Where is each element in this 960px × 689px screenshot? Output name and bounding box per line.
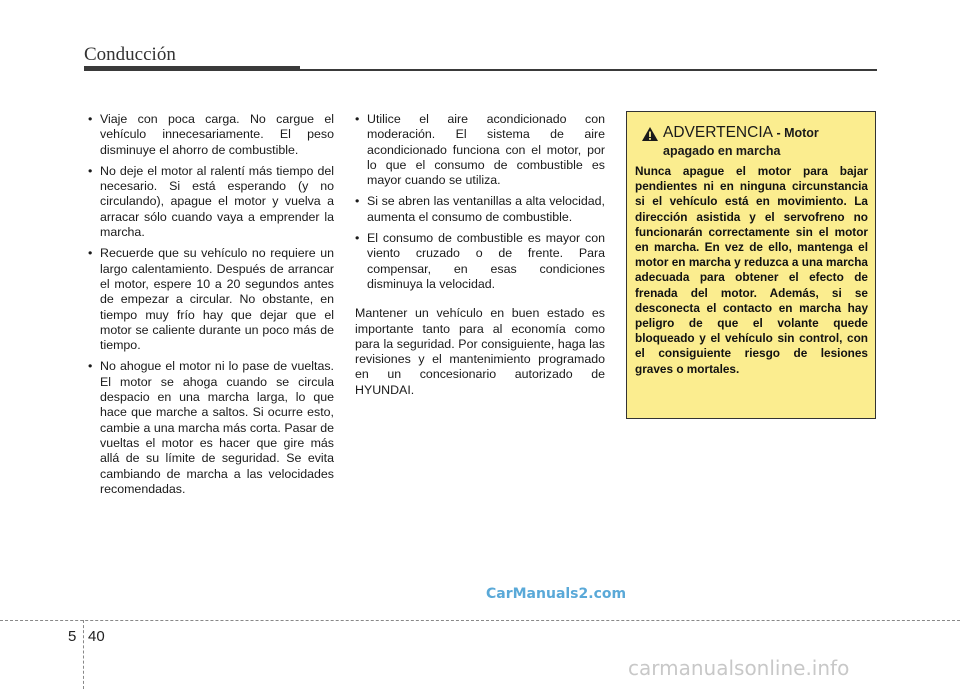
chapter-number: 5 [68,628,77,645]
warning-triangle-icon [641,126,659,142]
page-title: Conducción [84,44,176,65]
footer-divider [0,620,960,621]
warning-subtitle-1: - Motor [772,126,819,140]
header-rule-thin [300,69,877,71]
tips-list-left [88,112,334,497]
warning-label: ADVERTENCIA [663,124,773,141]
list-item: • No deje el motor al ralentí más tiempo del necesario. Si está esperando (y no circulando), apague el motor y vuelva a arracar sólo cuando vaya a emprender la marcha. [88,164,334,240]
list-item: • No ahogue el motor ni lo pase de vueltas. El motor se ahoga cuando se circula despacio en una marcha larga, lo que hace que marche a saltos. Si ocurre esto, cambie a una marcha más corta. Pasar de vueltas el motor es hacer que gire más allá de su límite de seguridad. Se evita cambiando de marcha a las velocidades recomendadas. [88,359,334,497]
warning-header [641,124,871,160]
maintenance-paragraph: Mantener un vehículo en buen estado es importante tanto para al economía como para la seguridad. Por consiguiente, haga las revisiones y el mantenimiento programado en un concesionario autorizado de HYUNDAI. [355,306,605,397]
warning-body: Nunca apague el motor para bajar pendientes ni en ninguna circunstancia si el vehículo está en movimiento. La dirección asistida y el servofreno no funcionarán correctamente sin el motor en marcha. En vez de ello, mantenga el motor en marcha y reduzca a una marcha adecuada para obtener el efecto de frenada del motor. Además, si se desconecta el contacto en marcha hay peligro de que el volante quede bloqueado y el vehículo sin control, con el consiguiente riesgo de lesiones graves o mortales. [635,164,868,376]
page-number: 40 [88,628,105,645]
left-column [88,112,334,503]
list-item: • Viaje con poca carga. No cargue el vehículo innecesariamente. El peso disminuye el ahorro de combustible. [88,112,334,158]
warning-title [663,124,871,160]
list-item: • Utilice el aire acondicionado con moderación. El sistema de aire acondicionado funciona con el motor, por lo que el consumo de combustible es mayor cuando se utiliza. [355,112,605,188]
warning-subtitle-2: apagado en marcha [663,144,781,158]
list-item: • Recuerde que su vehículo no requiere un largo calentamiento. Después de arrancar el motor, espere 10 a 20 segundos antes de empezar a circular. No obstante, en tiempo muy frío hay que dejar que el motor se caliente durante un poco más de tiempo. [88,246,334,353]
warning-box [626,111,876,419]
middle-column [355,112,605,398]
list-item: • El consumo de combustible es mayor con viento cruzado o de frente. Para compensar, en esas condiciones disminuya la velocidad. [355,231,605,292]
watermark-logo: CarManuals2.com [486,586,627,602]
tips-list-middle [355,112,605,292]
site-watermark: carmanualsonline.info [628,656,850,680]
footer-vertical-divider [83,620,84,689]
header-rule-thick [84,66,300,71]
list-item: • Si se abren las ventanillas a alta velocidad, aumenta el consumo de combustible. [355,194,605,225]
